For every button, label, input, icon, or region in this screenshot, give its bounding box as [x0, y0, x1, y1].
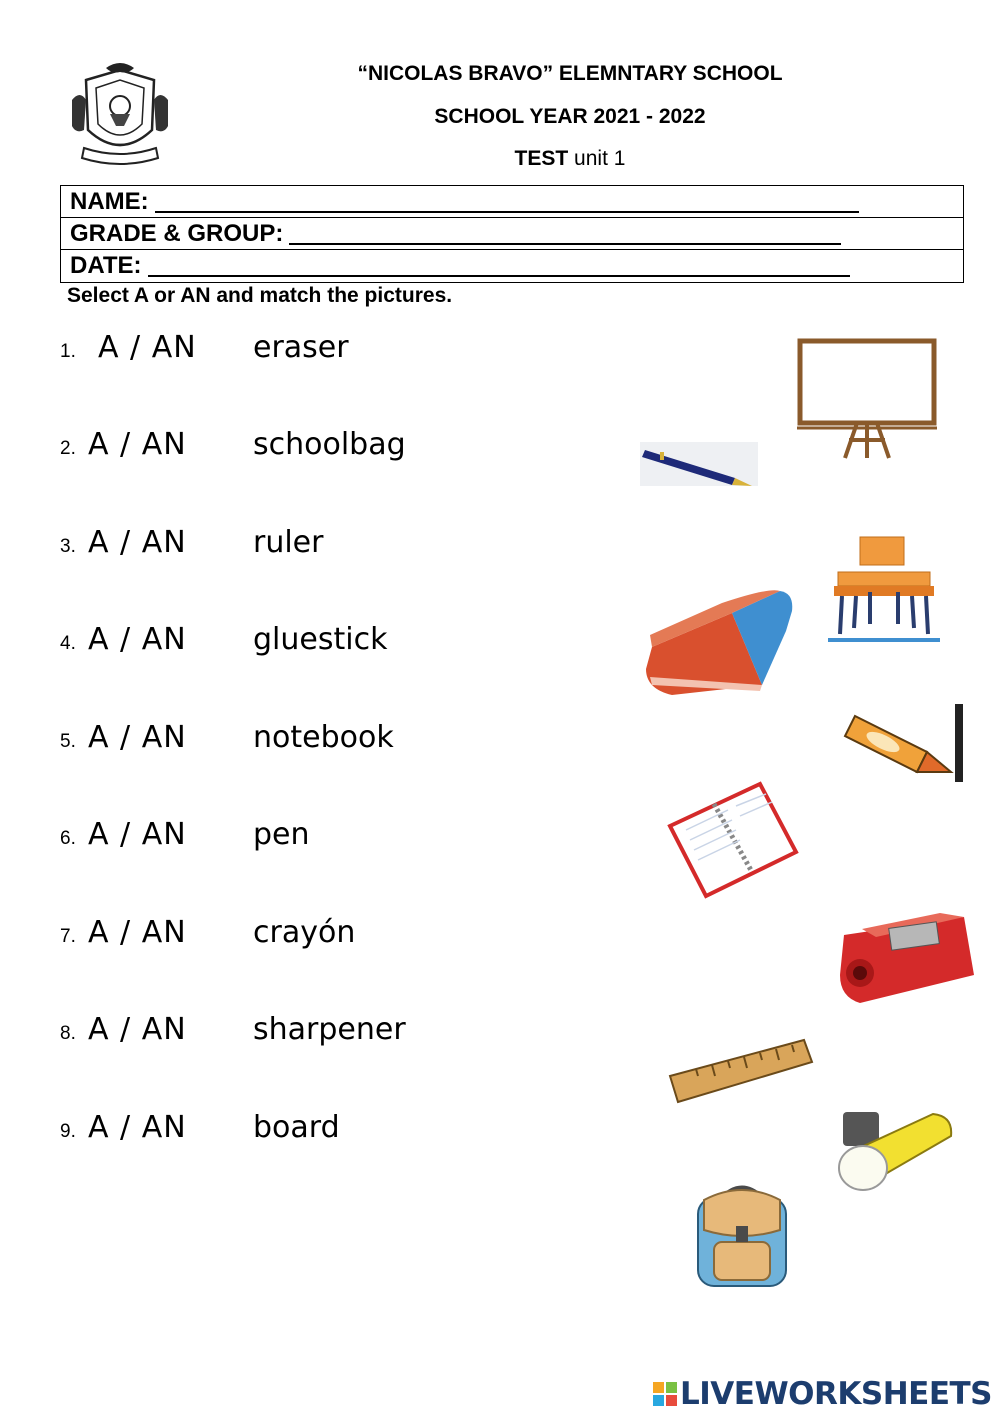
item-word: board: [253, 1110, 340, 1145]
item-number: 5.: [60, 731, 76, 752]
student-info-table: [60, 185, 964, 283]
test-title-bold: TEST: [514, 147, 569, 170]
date-label: DATE:: [70, 252, 142, 279]
list-item: [60, 622, 387, 662]
list-item: [60, 1012, 406, 1052]
liveworksheets-logo-icon: [652, 1381, 678, 1407]
item-word: eraser: [253, 330, 349, 365]
item-word: sharpener: [253, 1012, 406, 1047]
choice-a-an[interactable]: A / AN: [88, 427, 187, 462]
crayon-picture[interactable]: [843, 702, 965, 784]
name-label: NAME:: [70, 187, 149, 215]
brand-rest: WORKSHEETS: [754, 1376, 992, 1412]
school-crest-logo: [66, 60, 174, 170]
item-number: 6.: [60, 828, 76, 849]
liveworksheets-brand: [652, 1376, 992, 1412]
date-field[interactable]: [148, 255, 850, 277]
grade-field[interactable]: [289, 223, 841, 245]
brand-prefix: LIVE: [679, 1376, 755, 1412]
schoolbag-picture[interactable]: [684, 1180, 800, 1290]
pen-picture[interactable]: [640, 440, 760, 490]
item-number: 4.: [60, 633, 76, 654]
grade-label: GRADE & GROUP:: [70, 219, 284, 247]
item-number: 7.: [60, 926, 76, 947]
notebook-picture[interactable]: [666, 780, 800, 900]
test-title-rest: unit 1: [568, 147, 626, 170]
choice-a-an[interactable]: A / AN: [88, 525, 187, 560]
choice-a-an[interactable]: A / AN: [88, 622, 187, 657]
choice-a-an[interactable]: A / AN: [88, 817, 187, 852]
item-word: gluestick: [253, 622, 388, 657]
item-word: crayón: [253, 915, 356, 950]
item-word: ruler: [253, 525, 324, 560]
name-field[interactable]: [155, 191, 859, 213]
list-item: [60, 330, 349, 370]
item-word: notebook: [253, 720, 394, 755]
instruction: Select A or AN and match the pictures.: [67, 284, 453, 307]
school-year: SCHOOL YEAR 2021 - 2022: [434, 105, 706, 128]
choice-a-an[interactable]: A / AN: [88, 1110, 187, 1145]
name-row: [61, 186, 963, 218]
choice-a-an[interactable]: A / AN: [88, 915, 187, 950]
item-number: 2.: [60, 438, 76, 459]
item-word: schoolbag: [253, 427, 406, 462]
choice-a-an[interactable]: A / AN: [88, 720, 187, 755]
eraser-picture[interactable]: [642, 585, 794, 705]
list-item: [60, 817, 310, 857]
item-number: 1.: [60, 341, 76, 362]
item-number: 9.: [60, 1121, 76, 1142]
sharpener-picture[interactable]: [836, 905, 976, 1005]
grade-row: [61, 218, 963, 250]
test-title: [330, 147, 810, 171]
choice-a-an[interactable]: A / AN: [98, 330, 197, 365]
school-name: “NICOLAS BRAVO” ELEMNTARY SCHOOL: [357, 62, 783, 85]
list-item: [60, 1110, 340, 1150]
item-number: 8.: [60, 1023, 76, 1044]
list-item: [60, 915, 355, 955]
choice-a-an[interactable]: A / AN: [88, 1012, 187, 1047]
ruler-picture[interactable]: [666, 1036, 814, 1108]
desk-picture[interactable]: [826, 532, 942, 646]
item-word: pen: [253, 817, 310, 852]
item-number: 3.: [60, 536, 76, 557]
gluestick-picture[interactable]: [835, 1106, 955, 1194]
list-item: [60, 427, 406, 467]
date-row: [61, 250, 963, 282]
list-item: [60, 720, 394, 760]
board-picture[interactable]: [797, 338, 937, 462]
list-item: [60, 525, 323, 565]
